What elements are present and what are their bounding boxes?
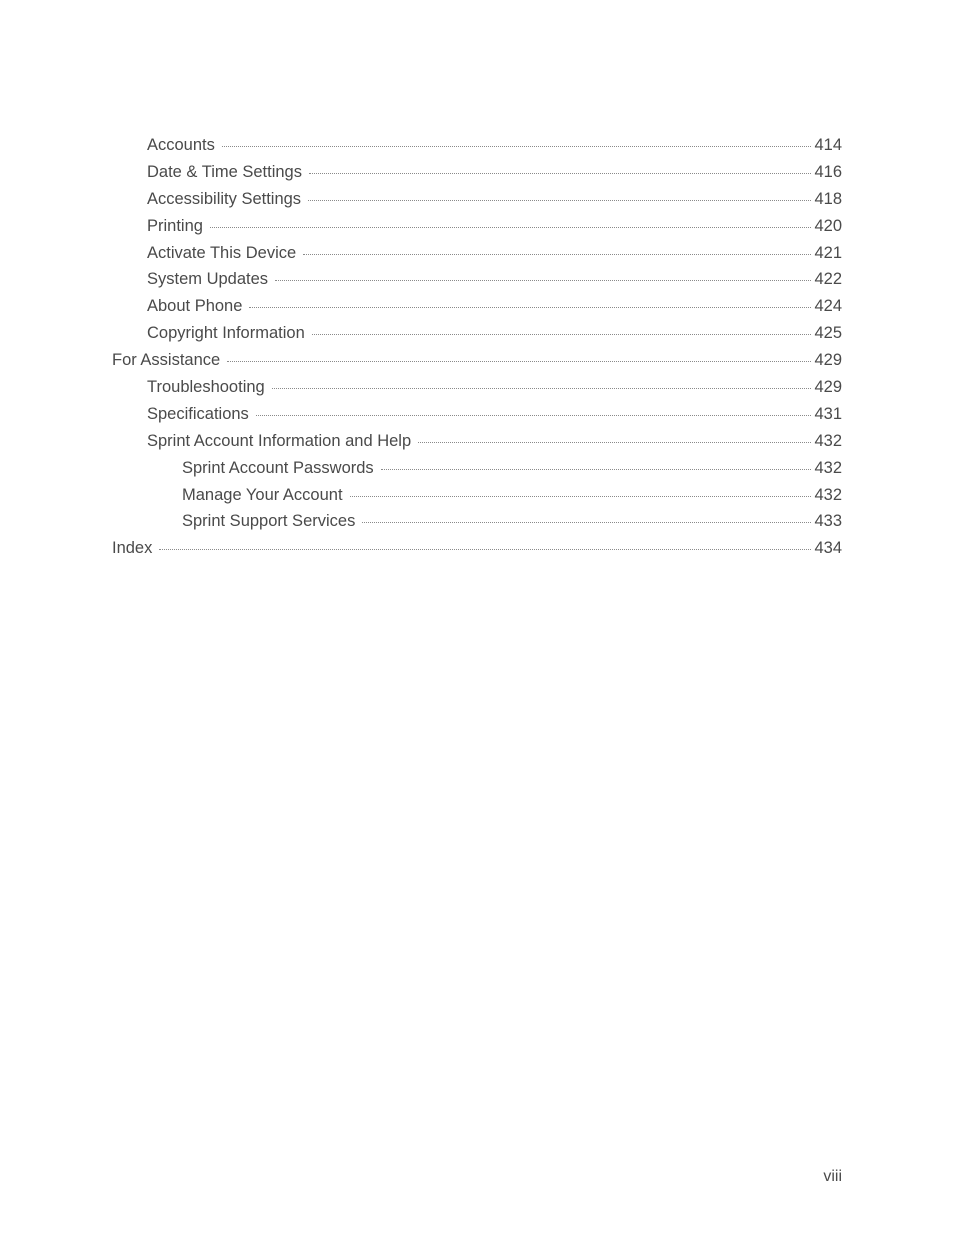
toc-entry-title: Manage Your Account: [182, 485, 343, 504]
toc-entry-activate-this-device[interactable]: [112, 241, 842, 268]
toc-entry-page: 421: [814, 243, 842, 262]
toc-entry-page: 418: [814, 189, 842, 208]
toc-entry-page: 431: [814, 404, 842, 423]
toc-entry-title: Copyright Information: [147, 324, 305, 343]
toc-entry-page: 432: [814, 485, 842, 504]
table-of-contents: [112, 133, 842, 563]
toc-entry-page: 434: [814, 539, 842, 558]
dot-leader: [272, 388, 812, 389]
toc-entry-title: Sprint Support Services: [182, 512, 356, 531]
dot-leader: [256, 415, 812, 416]
dot-leader: [275, 280, 811, 281]
toc-entry-title: For Assistance: [112, 351, 221, 370]
toc-entry-page: 416: [814, 162, 842, 181]
toc-entry-title: Index: [112, 539, 153, 558]
toc-entry-title: Sprint Account Information and Help: [147, 431, 412, 450]
toc-entry-page: 424: [814, 297, 842, 316]
toc-entry-title: Activate This Device: [147, 243, 297, 262]
toc-entry-title: Sprint Account Passwords: [182, 458, 374, 477]
toc-entry-title: Accessibility Settings: [147, 189, 302, 208]
dot-leader: [222, 146, 812, 147]
toc-entry-page: 425: [814, 324, 842, 343]
toc-entry-manage-your-account[interactable]: [112, 483, 842, 510]
toc-entry-for-assistance[interactable]: [112, 348, 842, 375]
toc-entry-copyright-information[interactable]: [112, 321, 842, 348]
toc-entry-page: 414: [814, 136, 842, 154]
dot-leader: [309, 173, 811, 174]
toc-entry-page: 429: [814, 378, 842, 397]
toc-entry-printing[interactable]: [112, 214, 842, 241]
toc-entry-sprint-support-services[interactable]: [112, 509, 842, 536]
dot-leader: [303, 254, 811, 255]
toc-entry-title: Specifications: [147, 404, 249, 423]
dot-leader: [350, 496, 812, 497]
toc-entry-sprint-account-passwords[interactable]: [112, 456, 842, 483]
toc-entry-title: Printing: [147, 216, 203, 235]
toc-entry-page: 432: [814, 431, 842, 450]
toc-entry-title: About Phone: [147, 297, 243, 316]
toc-entry-about-phone[interactable]: [112, 294, 842, 321]
toc-entry-title: Date & Time Settings: [147, 162, 302, 181]
toc-entry-accounts[interactable]: [112, 133, 842, 160]
toc-entry-sprint-account-information-and-help[interactable]: [112, 429, 842, 456]
toc-entry-page: 429: [814, 351, 842, 370]
toc-entry-page: 433: [814, 512, 842, 531]
dot-leader: [210, 227, 812, 228]
dot-leader: [308, 200, 811, 201]
toc-entry-title: Accounts: [147, 136, 215, 154]
toc-entry-specifications[interactable]: [112, 402, 842, 429]
toc-entry-title: System Updates: [147, 270, 269, 289]
dot-leader: [381, 469, 812, 470]
toc-entry-troubleshooting[interactable]: [112, 375, 842, 402]
toc-entry-page: 422: [814, 270, 842, 289]
dot-leader: [249, 307, 811, 308]
dot-leader: [159, 549, 811, 550]
toc-entry-accessibility-settings[interactable]: [112, 187, 842, 214]
toc-entry-title: Troubleshooting: [147, 378, 265, 397]
toc-entry-page: 420: [814, 216, 842, 235]
dot-leader: [312, 334, 812, 335]
dot-leader: [418, 442, 811, 443]
dot-leader: [227, 361, 811, 362]
page-number: viii: [823, 1168, 842, 1185]
dot-leader: [362, 522, 811, 523]
toc-entry-system-updates[interactable]: [112, 267, 842, 294]
toc-entry-index[interactable]: [112, 536, 842, 563]
toc-entry-page: 432: [814, 458, 842, 477]
toc-entry-date-time-settings[interactable]: [112, 160, 842, 187]
